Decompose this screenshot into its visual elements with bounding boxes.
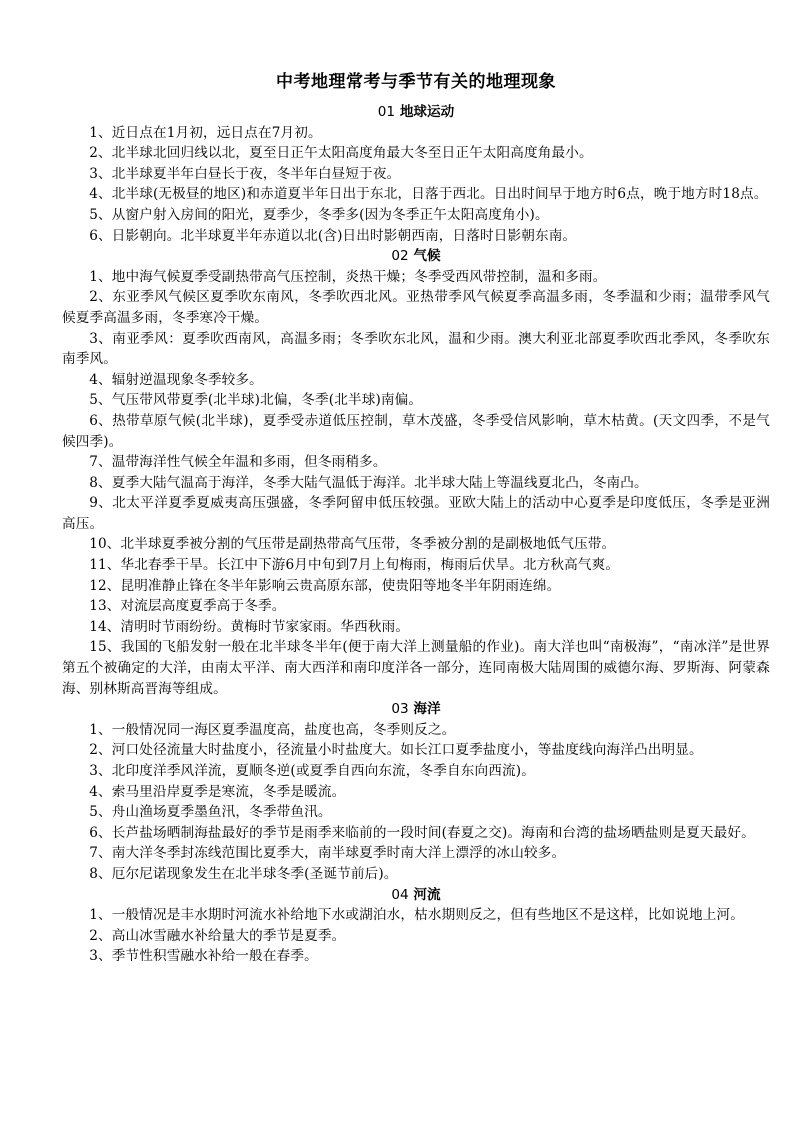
list-item: 7、温带海洋性气候全年温和多雨，但冬雨稍多。 <box>89 454 387 471</box>
list-item: 1、一般情况是丰水期时河流水补给地下水或湖泊水，枯水期则反之，但有些地区不是这样，比如说地上河。 <box>89 907 744 924</box>
section-title: 海洋 <box>413 701 441 718</box>
list-item: 3、北印度洋季风洋流，夏顺冬逆(或夏季自西向东流，冬季自东向西流)。 <box>89 763 535 779</box>
list-item: 11、华北春季干旱。长江中下游6月中旬到7月上旬梅雨，梅雨后伏旱。北方秋高气爽。 <box>89 557 620 574</box>
list-item: 1、一般情况同一海区夏季温度高，盐度也高，冬季则反之。 <box>89 721 456 738</box>
list-item: 15、我国的飞船发射一般在北半球冬半年(便于南大洋上测量船的作业)。南大洋也叫“南极海”，“南冰洋”是世界第五个被确定的大洋，由南太平洋、南大西洋和南印度洋各一部分，连同南极大陆周围的威德尔海、罗斯海、阿蒙森海、别林斯高晋海等组成。 <box>62 639 770 697</box>
sections-container <box>62 102 770 967</box>
list-item: 5、气压带风带夏季(北半球)北偏，冬季(北半球)南偏。 <box>89 392 423 409</box>
list-item: 7、南大洋冬季封冻线范围比夏季大，南半球夏季时南大洋上漂浮的冰山较多。 <box>89 845 566 862</box>
list-item: 9、北太平洋夏季夏威夷高压强盛，冬季阿留申低压较强。亚欧大陆上的活动中心夏季是印度低压，冬季是亚洲高压。 <box>62 495 770 532</box>
list-item: 6、热带草原气候(北半球)，夏季受赤道低压控制，草木茂盛，冬季受信风影响，草木枯黄。(天文四季，不是气候四季)。 <box>62 412 770 450</box>
list-item: 4、辐射逆温现象冬季较多。 <box>89 371 263 388</box>
list-item: 13、对流层高度夏季高于冬季。 <box>89 598 286 615</box>
list-item: 2、高山冰雪融水补给量大的季节是夏季。 <box>89 927 346 944</box>
list-item: 8、夏季大陆气温高于海洋，冬季大陆气温低于海洋。北半球大陆上等温线夏北凸，冬南凸。 <box>89 474 648 491</box>
list-item: 1、近日点在1月初，远日点在7月初。 <box>89 124 322 141</box>
list-item: 3、南亚季风：夏季吹西南风，高温多雨；冬季吹东北风，温和少雨。澳大利亚北部夏季吹西北季风，冬季吹东南季风。 <box>62 330 770 368</box>
list-item: 2、河口处径流量大时盐度小，径流量小时盐度大。如长江口夏季盐度小，等盐度线向海洋凸出明显。 <box>89 742 703 759</box>
section-number: 04 <box>391 886 409 903</box>
list-item: 5、舟山渔场夏季墨鱼汛，冬季带鱼汛。 <box>89 804 332 821</box>
list-item: 6、长芦盐场晒制海盐最好的季节是雨季来临前的一段时间(春夏之交)。海南和台湾的盐场晒盐则是夏天最好。 <box>89 824 755 841</box>
section <box>62 246 770 699</box>
section-number: 03 <box>391 701 409 718</box>
list-item: 1、地中海气候夏季受副热带高气压控制，炎热干燥；冬季受西风带控制，温和多雨。 <box>89 268 607 285</box>
list-item: 6、日影朝向。北半球夏半年赤道以北(含)日出时影朝西南，日落时日影朝东南。 <box>89 227 577 244</box>
list-item: 10、北半球夏季被分割的气压带是副热带高气压带，冬季被分割的是副极地低气压带。 <box>89 536 616 553</box>
section-number: 02 <box>391 248 409 265</box>
list-item: 3、北半球夏半年白昼长于夜，冬半年白昼短于夜。 <box>89 165 401 182</box>
list-item: 2、东亚季风气候区夏季吹东南风，冬季吹西北风。亚热带季风气候夏季高温多雨，冬季温和少雨；温带季风气候夏季高温多雨，冬季寒冷干燥。 <box>62 289 770 326</box>
section-title: 河流 <box>413 886 441 903</box>
list-item: 4、索马里沿岸夏季是寒流，冬季是暖流。 <box>89 783 346 800</box>
list-item: 12、昆明准静止锋在冬半年影响云贵高原东部，使贵阳等地冬半年阴雨连绵。 <box>89 577 561 594</box>
list-item: 2、北半球北回归线以北，夏至日正午太阳高度角最大冬至日正午太阳高度角最小。 <box>89 145 593 162</box>
page-title: 中考地理常考与季节有关的地理现象 <box>276 72 556 92</box>
section-number: 01 <box>377 104 396 120</box>
section <box>62 885 770 967</box>
section-heading <box>62 885 770 906</box>
section-title: 地球运动 <box>399 104 455 120</box>
list-item: 4、北半球(无极昼的地区)和赤道夏半年日出于东北，日落于西北。日出时间早于地方时6点，晚于地方时18点。 <box>89 186 768 203</box>
section-heading <box>62 699 770 720</box>
list-item: 3、季节性积雪融水补给一般在春季。 <box>89 948 318 965</box>
section-heading <box>62 102 770 123</box>
list-item: 14、清明时节雨纷纷。黄梅时节家家雨。华西秋雨。 <box>89 618 410 635</box>
section-heading <box>62 246 770 267</box>
list-item: 8、厄尔尼诺现象发生在北半球冬季(圣诞节前后)。 <box>89 865 398 882</box>
section-title: 气候 <box>413 248 441 265</box>
section <box>62 102 770 246</box>
list-item: 5、从窗户射入房间的阳光，夏季少，冬季多(因为冬季正午太阳高度角小)。 <box>89 206 549 223</box>
section <box>62 699 770 884</box>
